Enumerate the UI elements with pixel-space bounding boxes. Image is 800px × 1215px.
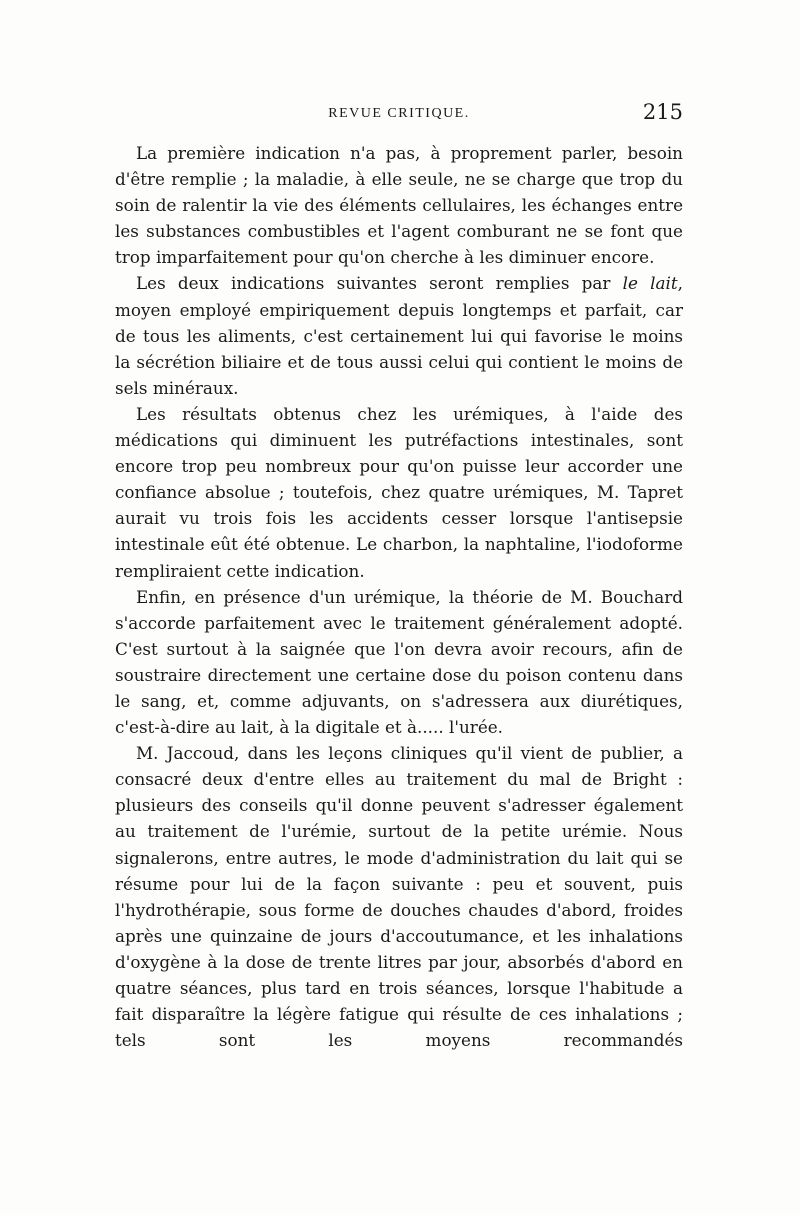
page-number: 215	[642, 100, 683, 124]
paragraph-bouchard-theory: Enfin, en présence d'un urémique, la théorie de M. Bouchard s'accorde parfaitement avec le traitement généralement adopté. C'est surtout à la saignée que l'on devra avoir recours, afin de soustraire directement une certaine dose du poison contenu dans le sang, et, comme adjuvants, on s'adressera aux diurétiques, c'est-à-dire au lait, à la digitale et à..... l'urée.	[115, 586, 683, 738]
italic-le-lait: le lait	[622, 273, 678, 294]
paragraph-jaccoud-lessons: M. Jaccoud, dans les leçons cliniques qu'il vient de publier, a consacré deux d'entre elles au traitement du mal de Bright : plusieurs des conseils qu'il donne peuvent s'adresser également au traitement de l'urémie, surtout de la petite urémie. Nous signalerons, entre autres, le mode d'administration du lait qui se résume pour lui de la façon suivante : peu et souvent, puis l'hydrothérapie, sous forme de douches chaudes d'abord, froides après une quinzaine de jours d'accoutumance, et les inhalations d'oxygène à la dose de trente litres par jour, absorbés d'abord en quatre séances, plus tard en trois séances, lorsque l'habitude a fait disparaître la légère fatigue qui résulte de ces inhalations ; tels sont les moyens recommandés	[115, 743, 683, 1051]
body-text	[115, 140, 683, 1053]
running-title: REVUE CRITIQUE.	[328, 106, 470, 121]
paragraph-uremic-results: Les résultats obtenus chez les urémiques, à l'aide des médications qui diminuent les putréfactions intestinales, sont encore trop peu nombreux pour qu'on puisse leur accorder une confiance absolue ; toutefois, chez quatre urémiques, M. Tapret aurait vu trois fois les accidents cesser lorsque l'antisepsie intestinale eût été obtenue. Le charbon, la naphtaline, l'iodoforme rempliraient cette indication.	[115, 403, 683, 581]
paragraph-milk-lead: Les deux indications suivantes seront remplies par	[136, 273, 623, 294]
paragraph-milk-rest: , moyen employé empiriquement depuis longtemps et parfait, car de tous les aliments, c'est certainement lui qui favorise le moins la sécrétion biliaire et de tous aussi celui qui contient le moins de sels minéraux.	[115, 273, 683, 398]
paragraph-first-indication: La première indication n'a pas, à proprement parler, besoin d'être remplie ; la maladie, à elle seule, ne se charge que trop du soin de ralentir la vie des éléments cellulaires, les échanges entre les substances combustibles et l'agent comburant ne se font que trop imparfaitement pour qu'on cherche à les diminuer encore.	[115, 143, 683, 268]
paragraph-milk-indication	[115, 270, 683, 400]
running-head	[115, 100, 683, 126]
